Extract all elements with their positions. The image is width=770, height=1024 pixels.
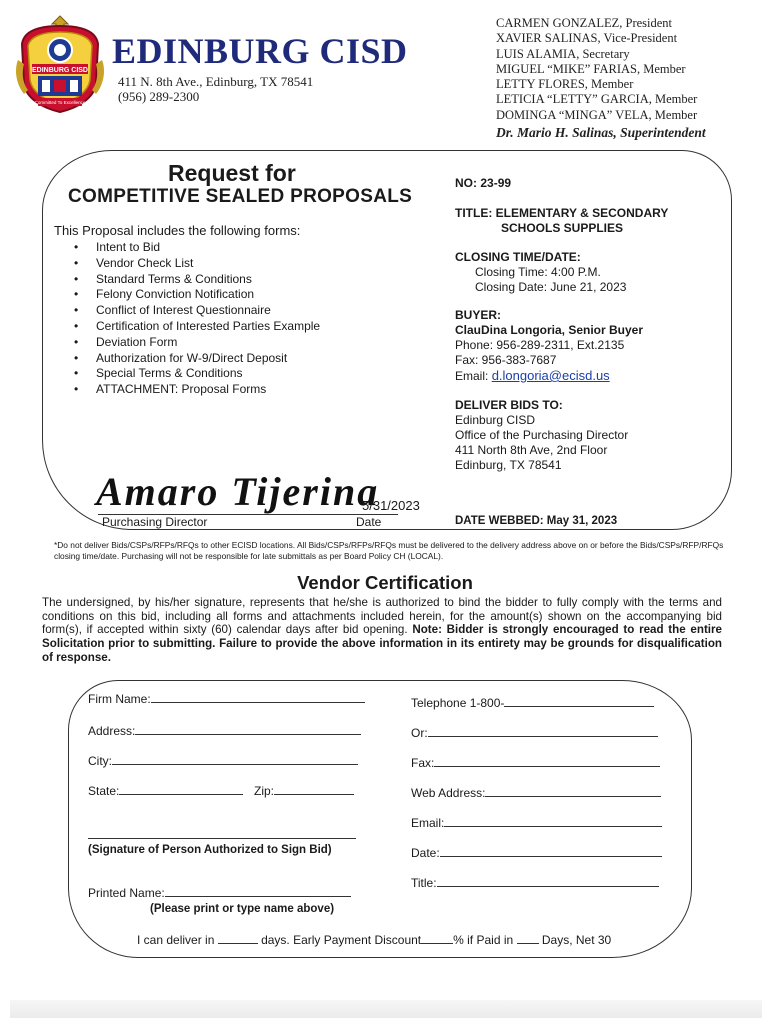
vendor-certification-title: Vendor Certification xyxy=(297,572,473,593)
discount-percent-input[interactable] xyxy=(421,933,453,944)
buyer-section xyxy=(455,308,643,384)
request-title-line2: COMPETITIVE SEALED PROPOSALS xyxy=(68,186,413,207)
list-item: • ATTACHMENT: Proposal Forms xyxy=(74,382,320,398)
city-field[interactable] xyxy=(88,754,358,768)
org-phone: (956) 289-2300 xyxy=(118,89,200,104)
bid-number-value: 23-99 xyxy=(480,176,512,190)
delivery-days-input[interactable] xyxy=(218,933,258,944)
zip-field[interactable] xyxy=(254,784,354,798)
bid-title-label: TITLE: xyxy=(455,206,493,220)
deliver-line: 411 North 8th Ave, 2nd Floor xyxy=(455,443,608,457)
edinburg-cisd-logo xyxy=(14,14,106,114)
fax-input[interactable] xyxy=(434,756,660,767)
list-item: • Certification of Interested Parties Example xyxy=(74,319,320,335)
email-label: Email: xyxy=(411,816,445,830)
title-input[interactable] xyxy=(437,876,659,887)
board-member: CARMEN GONZALEZ, President xyxy=(496,16,673,30)
buyer-email-link[interactable]: d.longoria@ecisd.us xyxy=(491,368,610,383)
zip-label: Zip: xyxy=(254,784,275,798)
delivery-terms-line xyxy=(137,933,611,947)
date-field[interactable] xyxy=(411,846,662,860)
web-address-input[interactable] xyxy=(485,786,661,797)
org-name: EDINBURG CISD xyxy=(112,31,408,71)
state-field[interactable] xyxy=(88,784,243,798)
board-members-list xyxy=(496,16,706,140)
list-item: • Authorization for W-9/Direct Deposit xyxy=(74,351,320,367)
date-input[interactable] xyxy=(440,846,662,857)
title-field-label: Title: xyxy=(411,876,437,890)
fax-label: Fax: xyxy=(411,756,435,770)
email-field[interactable] xyxy=(411,816,662,830)
city-label: City: xyxy=(88,754,112,768)
org-address xyxy=(118,74,313,104)
buyer-fax: Fax: 956-383-7687 xyxy=(455,353,557,367)
fax-field[interactable] xyxy=(411,756,660,770)
web-address-label: Web Address: xyxy=(411,786,486,800)
board-member: LETTY FLORES, Member xyxy=(496,77,634,92)
state-label: State: xyxy=(88,784,120,798)
printed-name-label: Printed Name: xyxy=(88,886,165,900)
address-field[interactable] xyxy=(88,724,361,738)
board-member: DOMINGA “MINGA” VELA, Member xyxy=(496,107,698,122)
closing-date: Closing Date: June 21, 2023 xyxy=(475,280,627,294)
net-terms-label: Days, Net 30 xyxy=(541,933,612,947)
signature-date-label: Date xyxy=(356,515,382,529)
signature-input-line[interactable] xyxy=(88,838,356,839)
deliver-section xyxy=(455,398,628,473)
title-field[interactable] xyxy=(411,876,659,890)
logo-motto-text: Committed To Excellence xyxy=(34,100,86,105)
web-address-field[interactable] xyxy=(411,786,661,800)
list-item: • Deviation Form xyxy=(74,335,320,351)
zip-input[interactable] xyxy=(274,784,354,795)
board-member: LUIS ALAMIA, Secretary xyxy=(496,46,630,61)
signature-date: 5/31/2023 xyxy=(362,498,420,513)
date-field-label: Date: xyxy=(411,846,440,860)
firm-name-label: Firm Name: xyxy=(88,692,151,706)
list-item: • Standard Terms & Conditions xyxy=(74,272,320,288)
telephone-field[interactable] xyxy=(411,696,654,710)
list-item: • Vendor Check List xyxy=(74,256,320,272)
logo-band-text: EDINBURG CISD xyxy=(31,67,89,74)
deliver-label: DELIVER BIDS TO: xyxy=(455,398,563,412)
buyer-label: BUYER: xyxy=(455,308,502,322)
city-input[interactable] xyxy=(112,754,358,765)
printed-name-note: (Please print or type name above) xyxy=(150,903,335,915)
telephone-input[interactable] xyxy=(504,696,654,707)
request-title-line1: Request for xyxy=(168,160,296,186)
deliver-line: Edinburg CISD xyxy=(455,413,536,427)
alt-phone-field[interactable] xyxy=(411,726,658,740)
alt-phone-input[interactable] xyxy=(428,726,658,737)
board-member: XAVIER SALINAS, Vice-President xyxy=(496,31,678,46)
list-item: • Conflict of Interest Questionnaire xyxy=(74,303,320,319)
list-item: • Felony Conviction Notification xyxy=(74,287,320,303)
printed-name-field[interactable] xyxy=(88,886,351,900)
list-item: • Special Terms & Conditions xyxy=(74,366,320,382)
closing-time: Closing Time: 4:00 P.M. xyxy=(475,265,601,279)
email-input[interactable] xyxy=(444,816,662,827)
buyer-email-label: Email: xyxy=(455,369,489,383)
bid-title-value-line2: SCHOOLS SUPPLIES xyxy=(501,221,624,235)
early-discount-label: days. Early Payment Discount xyxy=(261,933,422,947)
handwritten-signature: Amaro Tijerina xyxy=(96,469,380,514)
closing-section xyxy=(455,250,626,295)
org-address-line1: 411 N. 8th Ave., Edinburg, TX 78541 xyxy=(118,74,314,89)
board-member: LETICIA “LETTY” GARCIA, Member xyxy=(496,92,698,107)
forms-list xyxy=(74,240,320,398)
board-member: MIGUEL “MIKE” FARIAS, Member xyxy=(496,61,686,76)
signature-note: (Signature of Person Authorized to Sign Bid) xyxy=(88,844,332,856)
bid-title-value-line1: ELEMENTARY & SECONDARY xyxy=(495,206,669,220)
firm-name-input[interactable] xyxy=(151,692,365,703)
address-label: Address: xyxy=(88,724,136,738)
buyer-name: ClauDina Longoria, Senior Buyer xyxy=(455,323,644,337)
vendor-certification-text xyxy=(42,596,722,665)
superintendent: Dr. Mario H. Salinas, Superintendent xyxy=(496,125,706,141)
alt-phone-label: Or: xyxy=(411,726,428,740)
buyer-phone: Phone: 956-289-2311, Ext.2135 xyxy=(455,338,625,352)
certification-statement: The undersigned, by his/her signature, represents that he/she is authorized to bind the bidder to fully comply with the terms and conditions on this bid, including all forms and attachments included herein, for the amount(s) shown on the accompanying bid form(s), if accepted within sixty (60) calendar days after bid opening. xyxy=(42,596,722,637)
closing-label: CLOSING TIME/DATE: xyxy=(455,250,581,264)
purchasing-director-label: Purchasing Director xyxy=(102,515,208,529)
bid-title xyxy=(455,206,668,236)
paid-days-input[interactable] xyxy=(517,933,539,944)
list-item: • Intent to Bid xyxy=(74,240,320,256)
page-bottom-edge xyxy=(10,1000,762,1018)
printed-name-input[interactable] xyxy=(165,886,351,897)
forms-intro: This Proposal includes the following forms: xyxy=(54,223,301,238)
telephone-label: Telephone 1-800- xyxy=(411,696,505,710)
certification-note: Note: Bidder is strongly encouraged to read the entire Solicitation prior to submitting. Failure to provide the above information in its entirety may be grounds for disqualification of response. xyxy=(42,623,722,664)
deliver-in-label: I can deliver in xyxy=(137,933,215,947)
date-webbed: DATE WEBBED: May 31, 2023 xyxy=(455,515,618,527)
deliver-line: Office of the Purchasing Director xyxy=(455,428,629,442)
paid-in-label: % if Paid in xyxy=(453,933,514,947)
address-input[interactable] xyxy=(135,724,361,735)
bid-number xyxy=(455,176,511,191)
state-input[interactable] xyxy=(119,784,243,795)
bid-number-label: NO: xyxy=(455,176,477,190)
firm-name-field[interactable] xyxy=(88,692,365,706)
deliver-line: Edinburg, TX 78541 xyxy=(455,458,562,472)
delivery-notice: *Do not deliver Bids/CSPs/RFPs/RFQs to other ECISD locations. All Bids/CSPs/RFPs/RFQs must be delivered to the delivery address above on or before the Bids/CSPs/RFP/RFQs closing time/date. Purchasing will not be responsible for late submittals as per Board Policy CH (LOCAL). xyxy=(54,540,724,561)
